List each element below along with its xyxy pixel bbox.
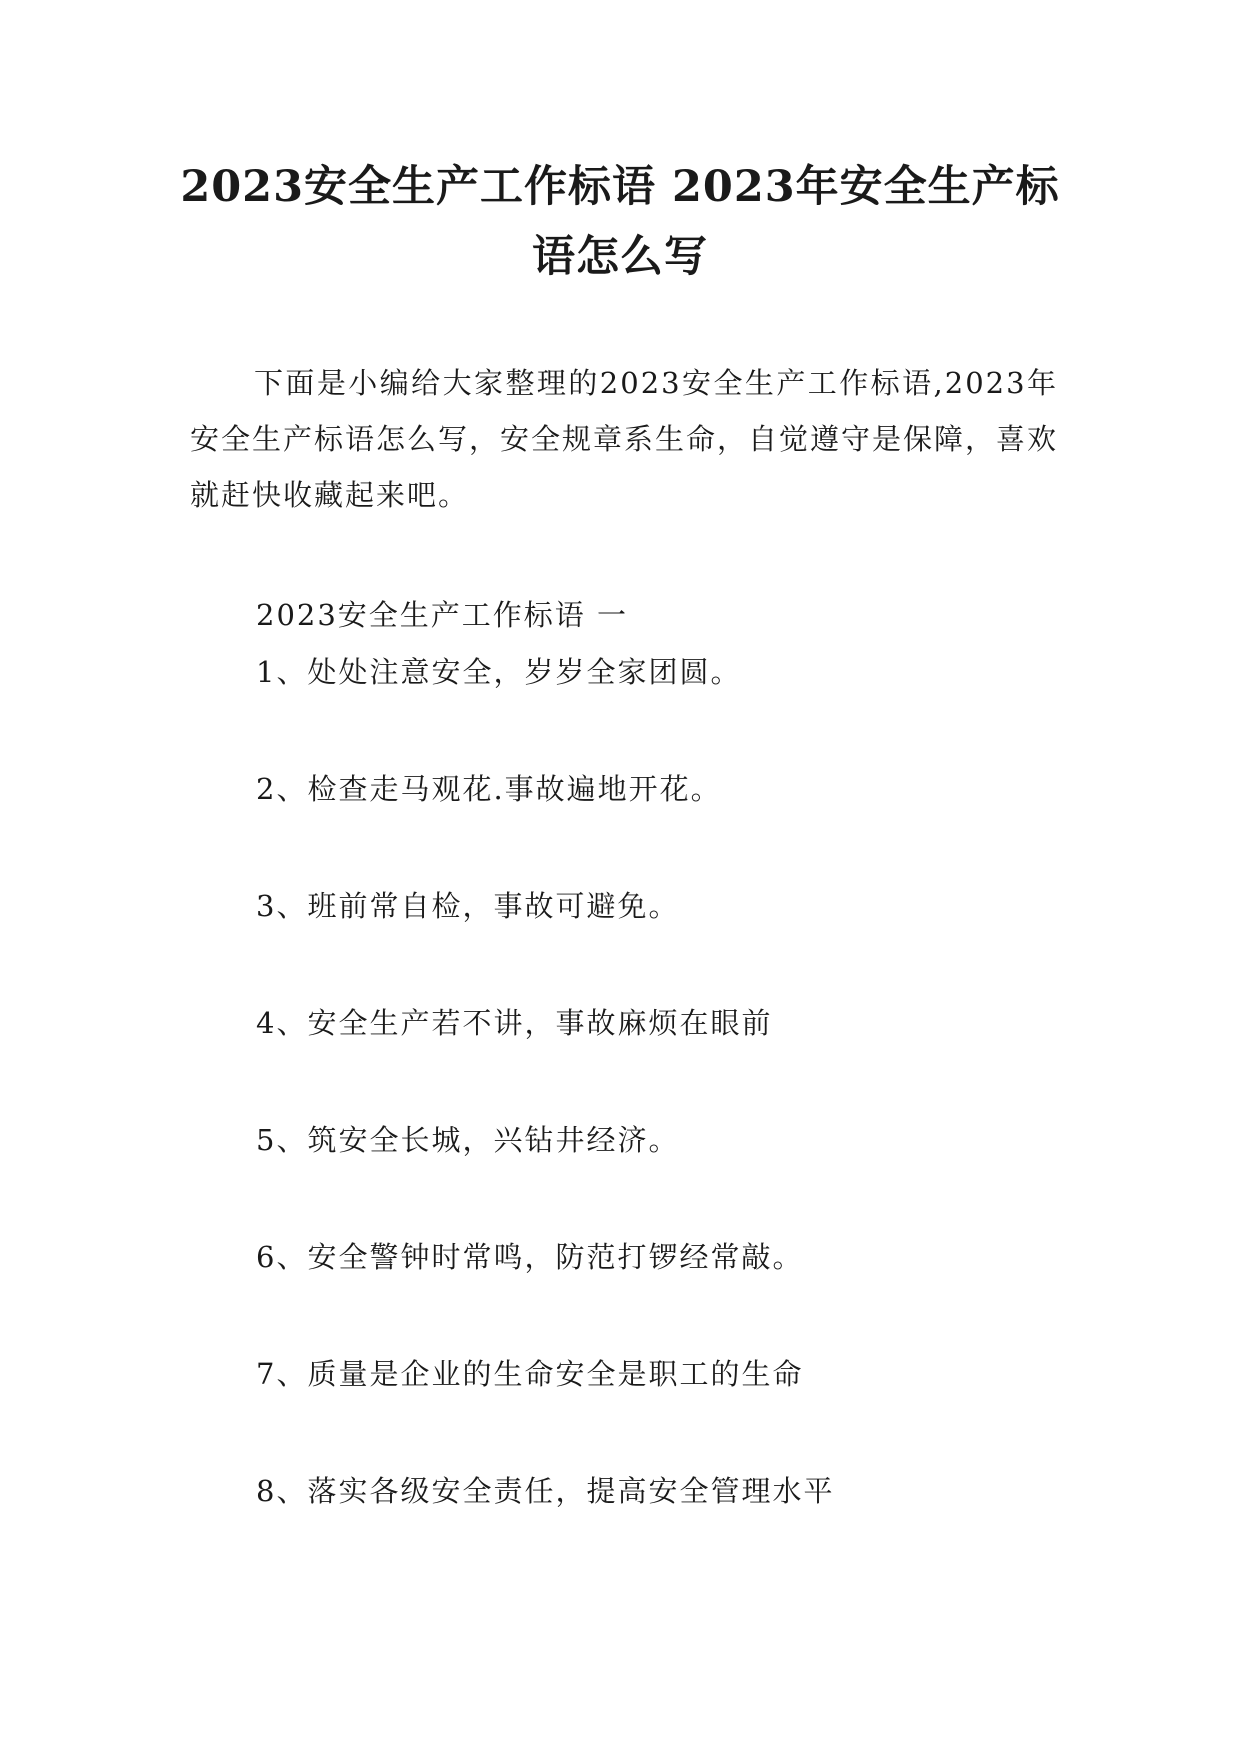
slogan-list bbox=[256, 652, 834, 1588]
slogan-item-4: 4、安全生产若不讲，事故麻烦在眼前 bbox=[256, 1006, 773, 1040]
slogan-item-3: 3、班前常自检，事故可避免。 bbox=[256, 889, 680, 923]
slogan-item-5: 5、筑安全长城，兴钻井经济。 bbox=[256, 1123, 680, 1157]
slogan-item-2: 2、检查走马观花.事故遍地开花。 bbox=[256, 772, 722, 806]
slogan-item-6: 6、安全警钟时常鸣，防范打锣经常敲。 bbox=[256, 1240, 804, 1274]
slogan-item-1: 1、处处注意安全，岁岁全家团圆。 bbox=[256, 655, 742, 689]
slogan-item-7: 7、质量是企业的生命安全是职工的生命 bbox=[256, 1357, 804, 1391]
slogan-item-8: 8、落实各级安全责任，提高安全管理水平 bbox=[256, 1474, 835, 1508]
intro-paragraph: 下面是小编给大家整理的2023安全生产工作标语,2023年安全生产标语怎么写，安全规章系生命，自觉遵守是保障，喜欢就赶快收藏起来吧。 bbox=[190, 366, 1059, 512]
document-title: 2023安全生产工作标语 2023年安全生产标语怎么写 bbox=[180, 162, 1060, 282]
section-heading: 2023安全生产工作标语 一 bbox=[256, 598, 629, 632]
